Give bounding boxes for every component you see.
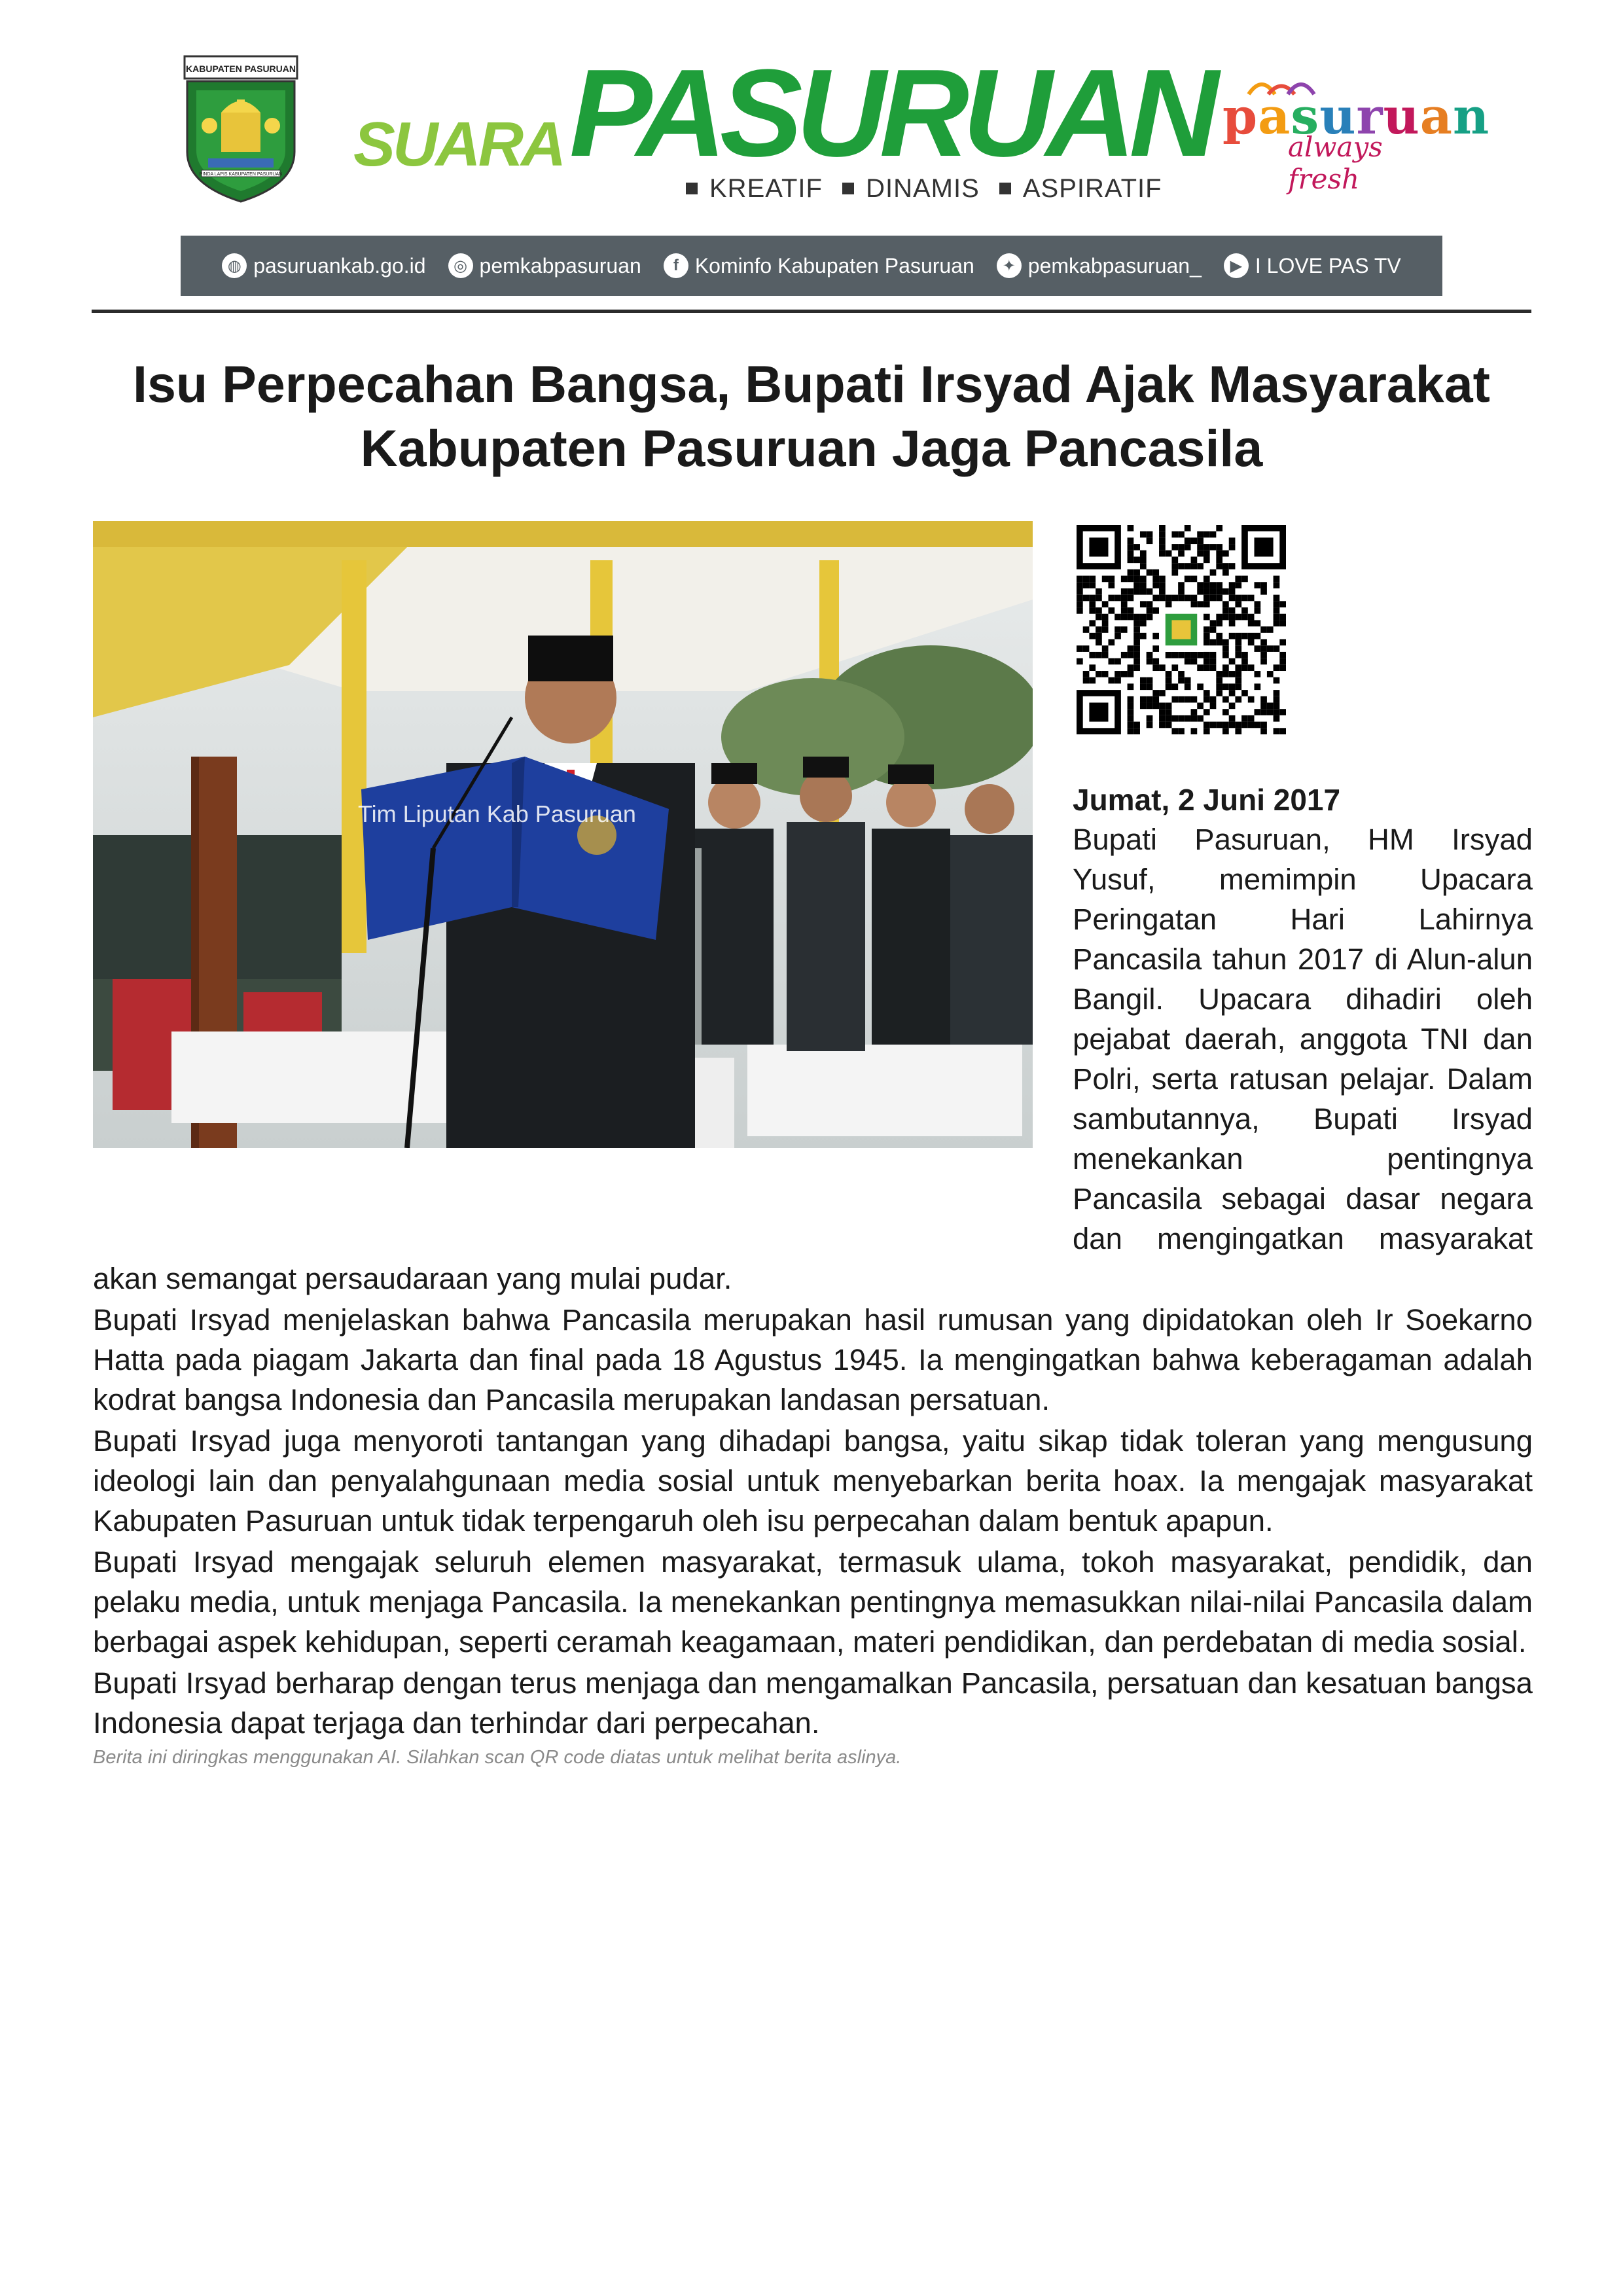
social-label: pasuruankab.go.id — [253, 253, 426, 278]
pasuruan-tourism-logo — [1222, 79, 1490, 195]
header-divider — [92, 310, 1531, 313]
tagline-item: ASPIRATIF — [1022, 174, 1162, 203]
youtube-icon: ▶ — [1224, 253, 1249, 278]
emblem-label: KABUPATEN PASURUAN — [186, 63, 296, 74]
brand-tagline — [674, 174, 1162, 204]
article-paragraph: Bupati Pasuruan, HM Irsyad Yusuf, memimpin Upacara Peringatan Hari Lahirnya Pancasila tahun 2017 di Alun-alun Bangil. Upacara dihadiri oleh pejabat daerah, anggota TNI dan Polri, serta ratusan pelajar. Dalam sambutannya, Bupati Irsyad menekankan pentingnya Pancasila sebagai dasar negara dan mengingatkan masyarakat akan semangat persaudaraan yang mulai pudar. — [93, 823, 1533, 1295]
tagline-item: KREATIF — [709, 174, 823, 203]
facebook-icon: f — [664, 253, 688, 278]
social-media-bar — [181, 236, 1442, 296]
social-facebook[interactable] — [664, 253, 974, 278]
article-body-section — [93, 780, 1533, 1768]
globe-icon: ◍ — [222, 253, 247, 278]
photo-credit-watermark: Tim Liputan Kab Pasuruan — [358, 800, 636, 827]
social-website[interactable] — [222, 253, 425, 278]
social-label: I LOVE PAS TV — [1255, 253, 1401, 278]
suara-pasuruan-logo — [353, 44, 1213, 215]
social-twitter[interactable] — [997, 253, 1202, 278]
social-label: pemkabpasuruan_ — [1027, 253, 1202, 278]
social-label: pemkabpasuruan — [479, 253, 641, 278]
social-instagram[interactable] — [448, 253, 641, 278]
social-youtube[interactable] — [1224, 253, 1401, 278]
ai-summary-footnote: Berita ini diringkas menggunakan AI. Silahkan scan QR code diatas untuk melihat berita aslinya. — [93, 1747, 902, 1768]
article-body — [93, 819, 1533, 1743]
twitter-icon: ✦ — [997, 253, 1022, 278]
brand-prefix: SUARA — [353, 109, 564, 179]
article-title — [92, 352, 1531, 480]
qr-code[interactable] — [1077, 525, 1286, 734]
article-paragraph: Bupati Irsyad mengajak seluruh elemen masyarakat, termasuk ulama, tokoh masyarakat, pendidik, dan pelaku media, untuk menjaga Pancasila. Ia menekankan pentingnya memasukkan nilai-nilai Pancasila dalam berbagai aspek kehidupan, seperti ceramah keagamaan, materi pendidikan, dan perdebatan di media sosial. — [93, 1545, 1533, 1659]
tagline-item: DINAMIS — [866, 174, 980, 203]
kabupaten-emblem — [182, 54, 300, 204]
emblem-motto: PINDA LAPIS KABUPATEN PASURUAN — [199, 172, 283, 177]
article-paragraph: Bupati Irsyad juga menyoroti tantangan yang dihadapi bangsa, yaitu sikap tidak toleran yang mengusung ideologi lain dan penyalahgunaan media sosial untuk menyebarkan berita hoax. Ia mengajak masyarakat Kabupaten Pasuruan untuk tidak terpengaruh oleh isu perpecahan dalam bentuk apapun. — [93, 1424, 1533, 1537]
social-label: Kominfo Kabupaten Pasuruan — [694, 253, 974, 278]
tourism-logo-text: pasuruan — [1222, 87, 1490, 145]
article-paragraph: Bupati Irsyad berharap dengan terus menjaga dan mengamalkan Pancasila, persatuan dan kesatuan bangsa Indonesia dapat terjaga dan terhindar dari perpecahan. — [93, 1666, 1533, 1740]
instagram-icon: ◎ — [448, 253, 473, 278]
article-date: Jumat, 2 Juni 2017 — [1073, 783, 1341, 817]
tourism-logo-subtext: always fresh — [1288, 131, 1383, 195]
article-title-line-2: Kabupaten Pasuruan Jaga Pancasila — [360, 419, 1263, 477]
article-title-line-1: Isu Perpecahan Bangsa, Bupati Irsyad Ajak Masyarakat — [133, 355, 1490, 413]
brand-name: PASURUAN — [569, 44, 1213, 183]
article-paragraph: Bupati Irsyad menjelaskan bahwa Pancasila merupakan hasil rumusan yang dipidatokan oleh Ir Soekarno Hatta pada piagam Jakarta dan final pada 18 Agustus 1945. Ia mengingatkan bahwa keberagaman adalah kodrat bangsa Indonesia dan Pancasila merupakan landasan persatuan. — [93, 1303, 1533, 1416]
